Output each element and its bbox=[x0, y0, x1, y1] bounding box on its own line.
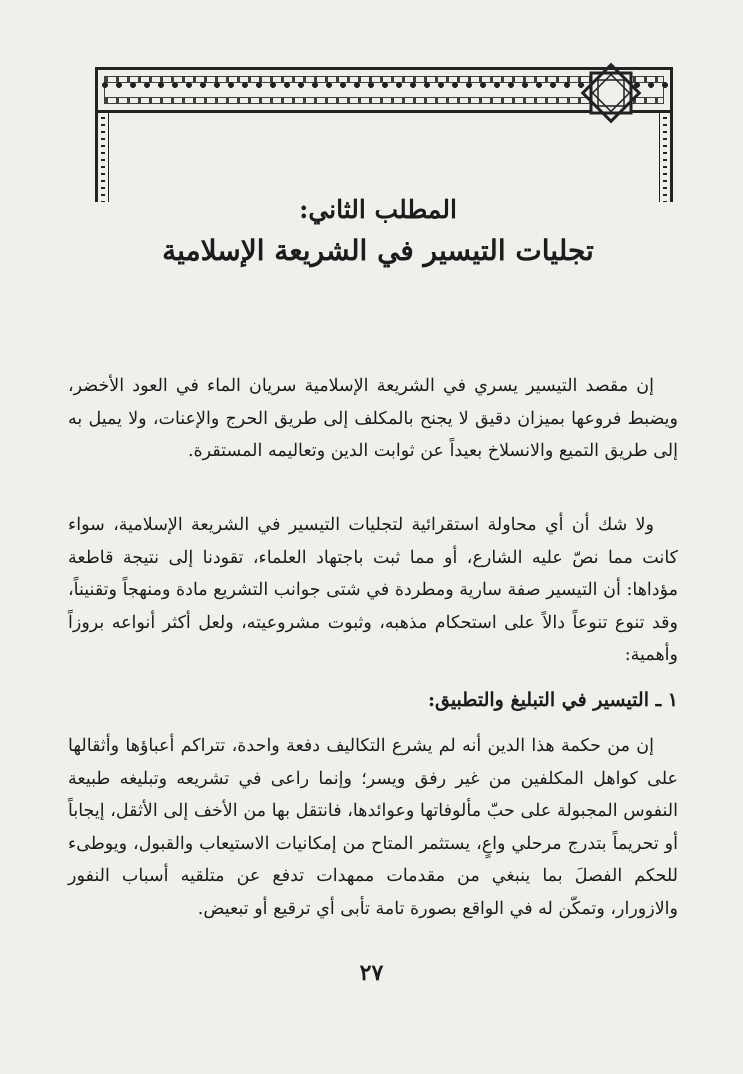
paragraph-3: إن من حكمة هذا الدين أنه لم يشرع التكاليف دفعة واحدة، تتراكم أعباؤها وأثقالها على كواهل المكلفين من غير رفق ويسر؛ وإنما راعى في تشريعه وتبليغه طبيعة النفوس المجبولة على حبّ مألوفاتها وعوائدها، فانتقل بها من الأخف إلى الأثقل، إيجاباً أو تحريماً بتدرج مرحلي واعٍ، يستثمر المتاح من إمكانيات الاستيعاب والقبول، ويوطىء للحكم الفصلَ بما ينبغي من مقدمات ممهدات تدفع عن متلقيه أسباب النفور والازورار، وتمكّن له في الواقع بصورة تامة تأبى أي ترقيع أو تبعيض. bbox=[68, 736, 678, 919]
paragraph-3-block bbox=[68, 730, 678, 925]
subsection-heading: ١ ـ التيسير في التبليغ والتطبيق: bbox=[427, 689, 678, 711]
star-ornament-icon bbox=[580, 62, 642, 124]
paragraph-2: ولا شك أن أي محاولة استقرائية لتجليات التيسير في الشريعة الإسلامية، سواء كانت مما نصّ عليه الشارع، أو مما ثبت باجتهاد العلماء، تقودنا إلى نتيجة قاطعة مؤداها: أن التيسير صفة سارية ومطردة في شتى جوانب التشريع مادة ومنهجاً وتقنيناً، وقد تنوع تنوعاً دالاً على استحكام مذهبه، وثبوت مشروعيته، ولعل أكثر أنواعه بروزاً وأهمية: bbox=[68, 515, 678, 665]
ornament-left-drop bbox=[95, 110, 109, 202]
section-title-label: المطلب الثاني: bbox=[299, 195, 457, 224]
page-number: ٢٧ bbox=[359, 960, 384, 986]
section-title: تجليات التيسير في الشريعة الإسلامية bbox=[162, 234, 594, 267]
paragraph-1: إن مقصد التيسير يسري في الشريعة الإسلامية سريان الماء في العود الأخضر، ويضبط فروعها بميزان دقيق لا يجنح بالمكلف إلى طريق الحرج والإعنات، ولا يميل به إلى طريق التميع والانسلاخ بعيداً عن ثوابت الدين وتعاليمه المستقرة. bbox=[68, 376, 678, 461]
paragraph-1-block bbox=[68, 370, 678, 468]
ornament-right-drop bbox=[659, 110, 673, 202]
paragraph-2-block bbox=[68, 509, 678, 672]
